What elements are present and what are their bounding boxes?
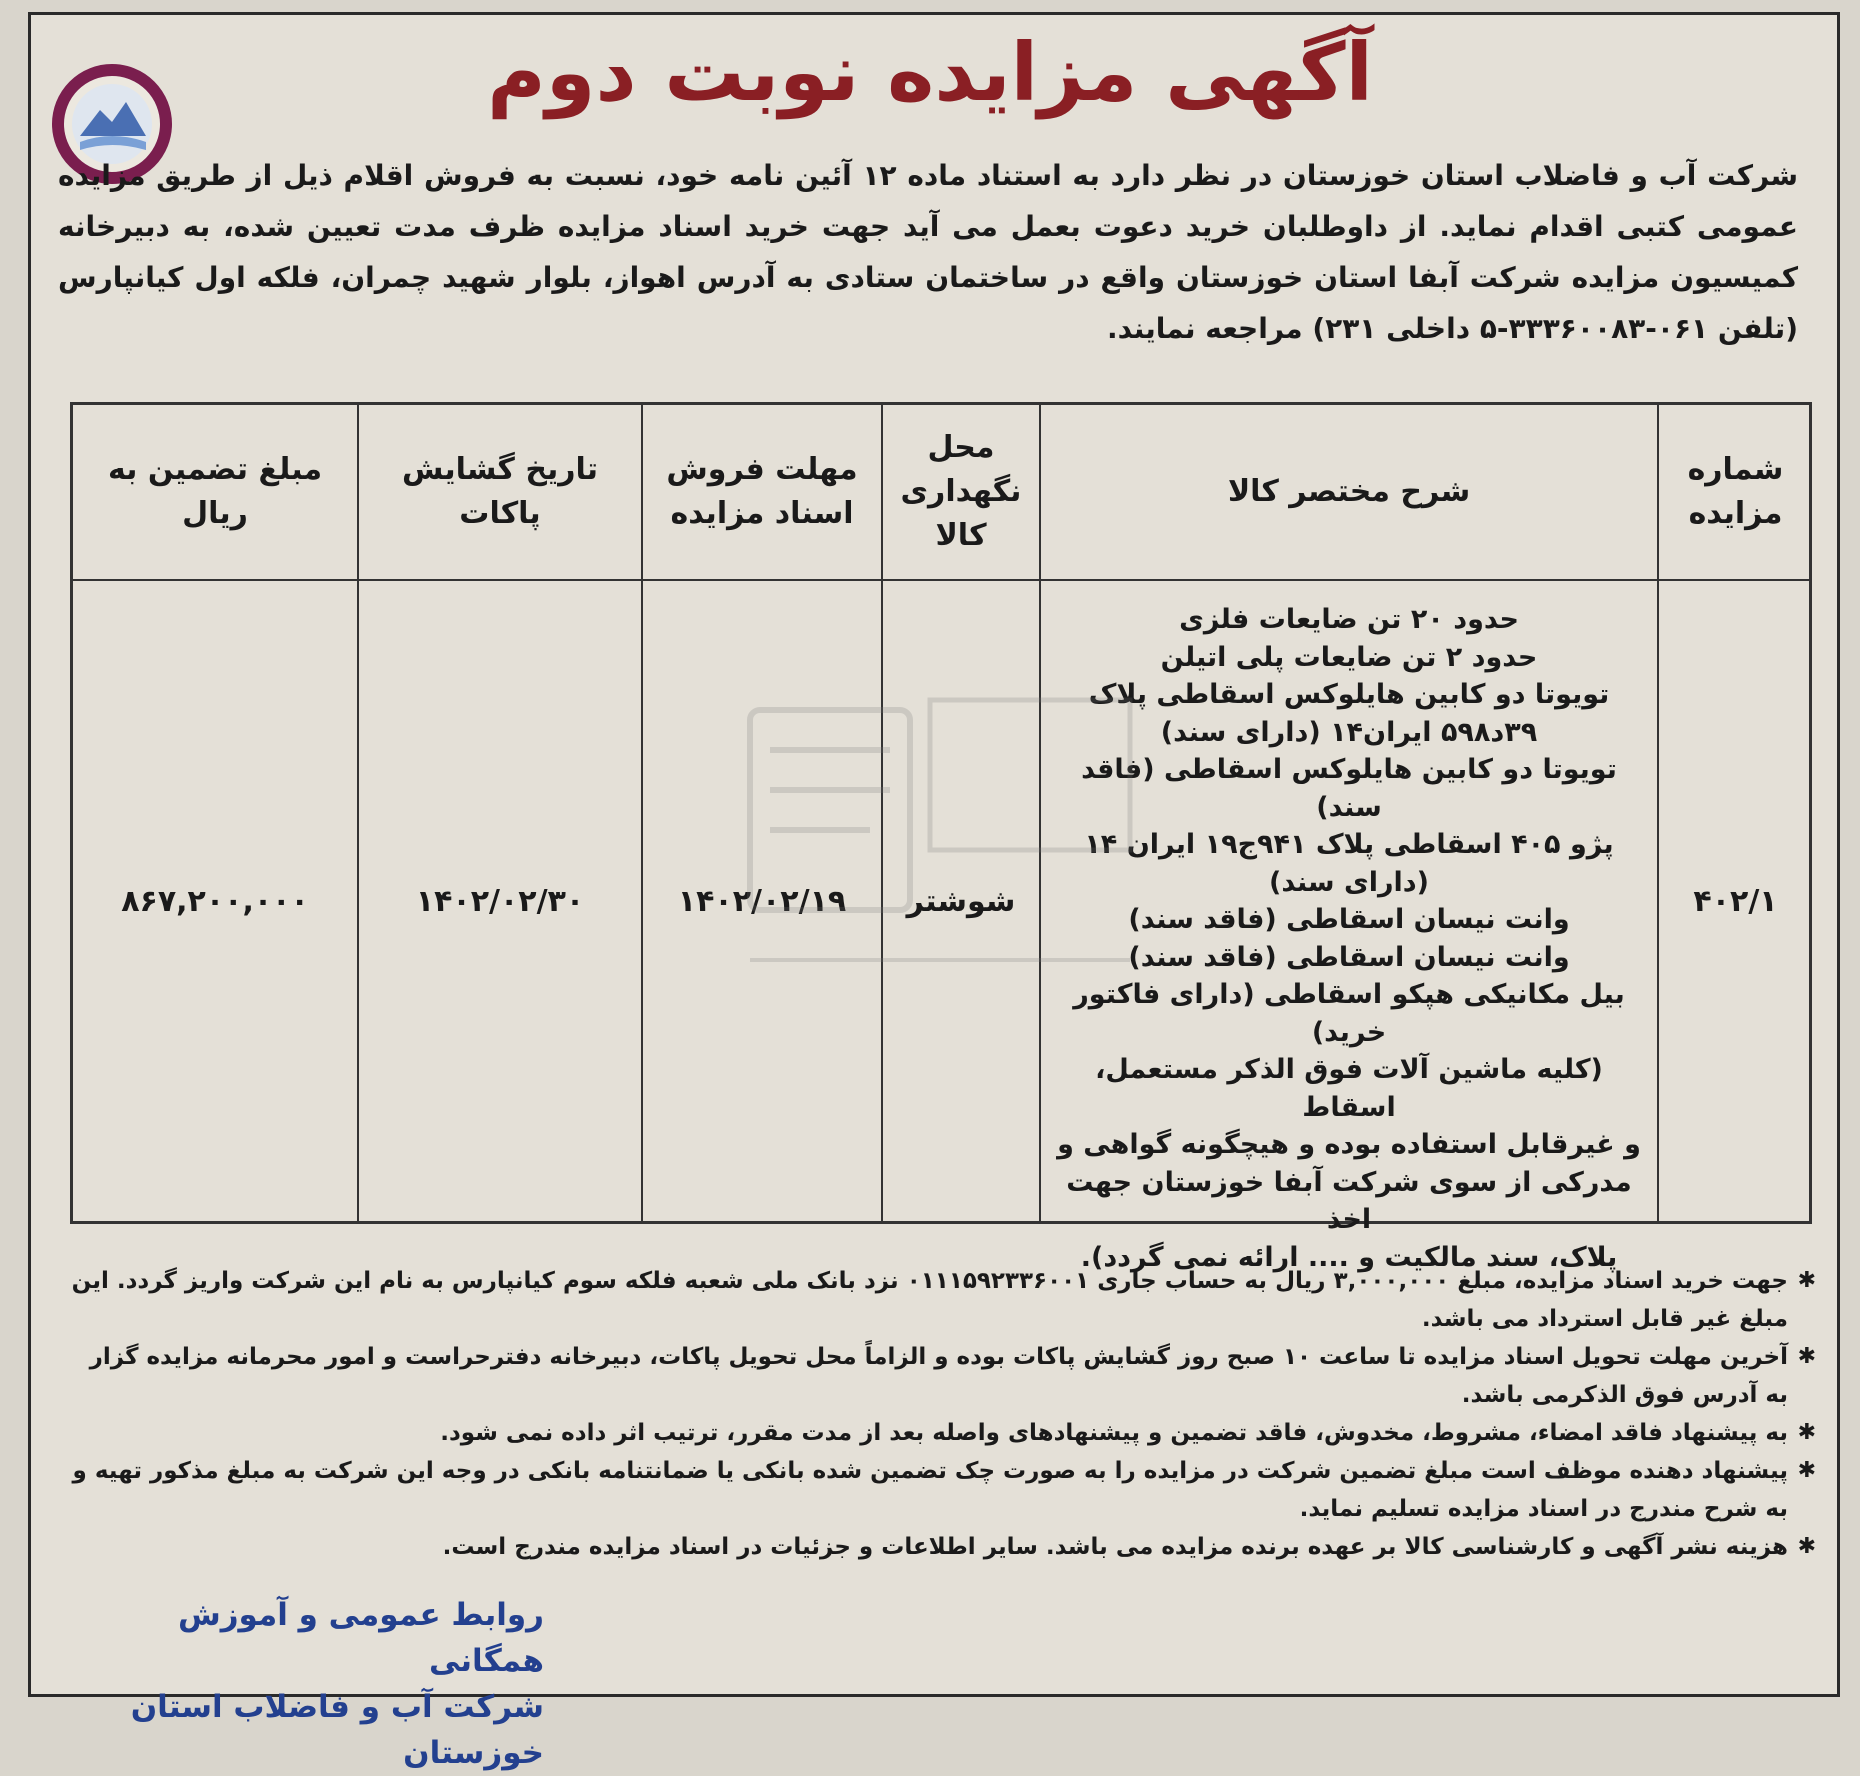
col-guarantee (73, 405, 357, 1221)
intro-paragraph: شرکت آب و فاضلاب استان خوزستان در نظر دارد به استناد ماده ۱۲ آئین نامه خود، نسبت به فروش اقلام ذیل از طریق مزایده عمومی کتبی اقدام نماید. از داوطلبان خرید دعوت بعمل می آید جهت خرید اسناد مزایده ظرف مدت تعیین شده، به دبیرخانه کمیسیون مزایده شرکت آبفا استان خوزستان واقع در ساختمان ستادی به آدرس اهواز، بلوار شهید چمران، فلکه اول کیانپارس (تلفن ۰۶۱-۳۳۳۶۰۰۸۳-۵ داخلی ۲۳۱) مراجعه نمایند. (58, 159, 1798, 345)
description-line: حدود ۲۰ تن ضایعات فلزی (1179, 604, 1519, 635)
description-line: و غیرقابل استفاده بوده و هیچگونه گواهی و (1057, 1129, 1641, 1160)
cell-opening: ۱۴۰۲/۰۲/۳۰ (415, 883, 585, 919)
description-line: پلاک، سند مالکیت و .... ارائه نمی گردد). (1080, 1241, 1618, 1273)
bullet-icon: ✱ (1797, 1534, 1816, 1559)
header-location: محل نگهداری کالا (883, 405, 1039, 581)
description-line: پژو ۴۰۵ اسقاطی پلاک ۹۴۱ج۱۹ ایران ۱۴ (1084, 829, 1614, 860)
signature-block (64, 1592, 544, 1776)
header-deadline: مهلت فروش اسناد مزایده (643, 405, 881, 581)
description-line: بیل مکانیکی هپکو اسقاطی (دارای فاکتور خرید) (1073, 979, 1625, 1048)
notice-title: آگهی مزایده نوبت دوم (487, 26, 1373, 119)
note-text: هزینه نشر آگهی و کارشناسی کالا بر عهده برنده مزایده می باشد. سایر اطلاعات و جزئیات در اسناد مزایده مندرج است. (442, 1534, 1788, 1560)
watermark-logo-icon (730, 680, 1150, 1020)
description-line: وانت نیسان اسقاطی (فاقد سند) (1128, 904, 1570, 935)
description-line: مدرکی از سوی شرکت آبفا خوزستان جهت اخذ (1066, 1166, 1632, 1235)
signature-line-1: روابط عمومی و آموزش همگانی (177, 1597, 544, 1679)
note-item (70, 1338, 1816, 1414)
note-item (70, 1452, 1816, 1528)
description-line: حدود ۲ تن ضایعات پلی اتیلن (1160, 641, 1538, 673)
description-line: ۳۹د۵۹۸ ایران۱۴ (دارای سند) (1160, 716, 1538, 748)
header-opening: تاریخ گشایش پاکات (359, 405, 641, 581)
description-line: (کلیه ماشین آلات فوق الذکر مستعمل، اسقاط (1095, 1054, 1603, 1123)
signature-line-2: شرکت آب و فاضلاب استان خوزستان (130, 1689, 544, 1771)
header-number: شماره مزایده (1659, 405, 1812, 581)
note-item (70, 1414, 1816, 1452)
col-opening (357, 405, 641, 1221)
description-line: وانت نیسان اسقاطی (فاقد سند) (1128, 941, 1570, 973)
notes-list (70, 1262, 1816, 1566)
bullet-icon: ✱ (1797, 1344, 1816, 1369)
header-description: شرح مختصر کالا (1041, 405, 1657, 581)
note-text: جهت خرید اسناد مزایده، مبلغ ۳,۰۰۰,۰۰۰ ریال به حساب جاری ۰۱۱۱۵۹۲۳۳۶۰۰۱ نزد بانک ملی شعبه فلکه سوم کیانپارس به نام این شرکت واریز گردد. این مبلغ غیر قابل استرداد می باشد. (71, 1268, 1788, 1332)
note-text: به پیشنهاد فاقد امضاء، مشروط، مخدوش، فاقد تضمین و پیشنهادهای واصله بعد از مدت مقرر، ترتیب اثر داده نمی شود. (440, 1420, 1788, 1446)
col-number (1657, 405, 1812, 1221)
cell-deadline: ۱۴۰۲/۰۲/۱۹ (677, 883, 847, 919)
bullet-icon: ✱ (1797, 1268, 1816, 1293)
bullet-icon: ✱ (1797, 1420, 1816, 1445)
cell-guarantee: ۸۶۷,۲۰۰,۰۰۰ (121, 883, 309, 919)
cell-location: شوشتر (906, 883, 1016, 919)
note-item (70, 1528, 1816, 1566)
header-guarantee: مبلغ تضمین به ریال (73, 405, 357, 581)
description-line: تویوتا دو کابین هایلوکس اسقاطی (فاقد سند) (1081, 754, 1617, 823)
note-item (70, 1262, 1816, 1338)
description-line: (دارای سند) (1269, 866, 1429, 898)
note-text: آخرین مهلت تحویل اسناد مزایده تا ساعت ۱۰ صبح روز گشایش پاکات بوده و الزاماً محل تحویل پاکات، دبیرخانه دفترحراست و امور محرمانه مزایده گزار به آدرس فوق الذکرمی باشد. (89, 1344, 1788, 1408)
description-line: تویوتا دو کابین هایلوکس اسقاطی پلاک (1088, 679, 1610, 710)
note-text: پیشنهاد دهنده موظف است مبلغ تضمین شرکت در مزایده را به صورت چک تضمین شده بانکی یا ضمانتنامه بانکی در وجه این شرکت به مبلغ مذکور تهیه و به شرح مندرج در اسناد مزایده تسلیم نماید. (72, 1458, 1788, 1522)
bullet-icon: ✱ (1797, 1458, 1816, 1483)
cell-number: ۴۰۲/۱ (1693, 883, 1778, 919)
